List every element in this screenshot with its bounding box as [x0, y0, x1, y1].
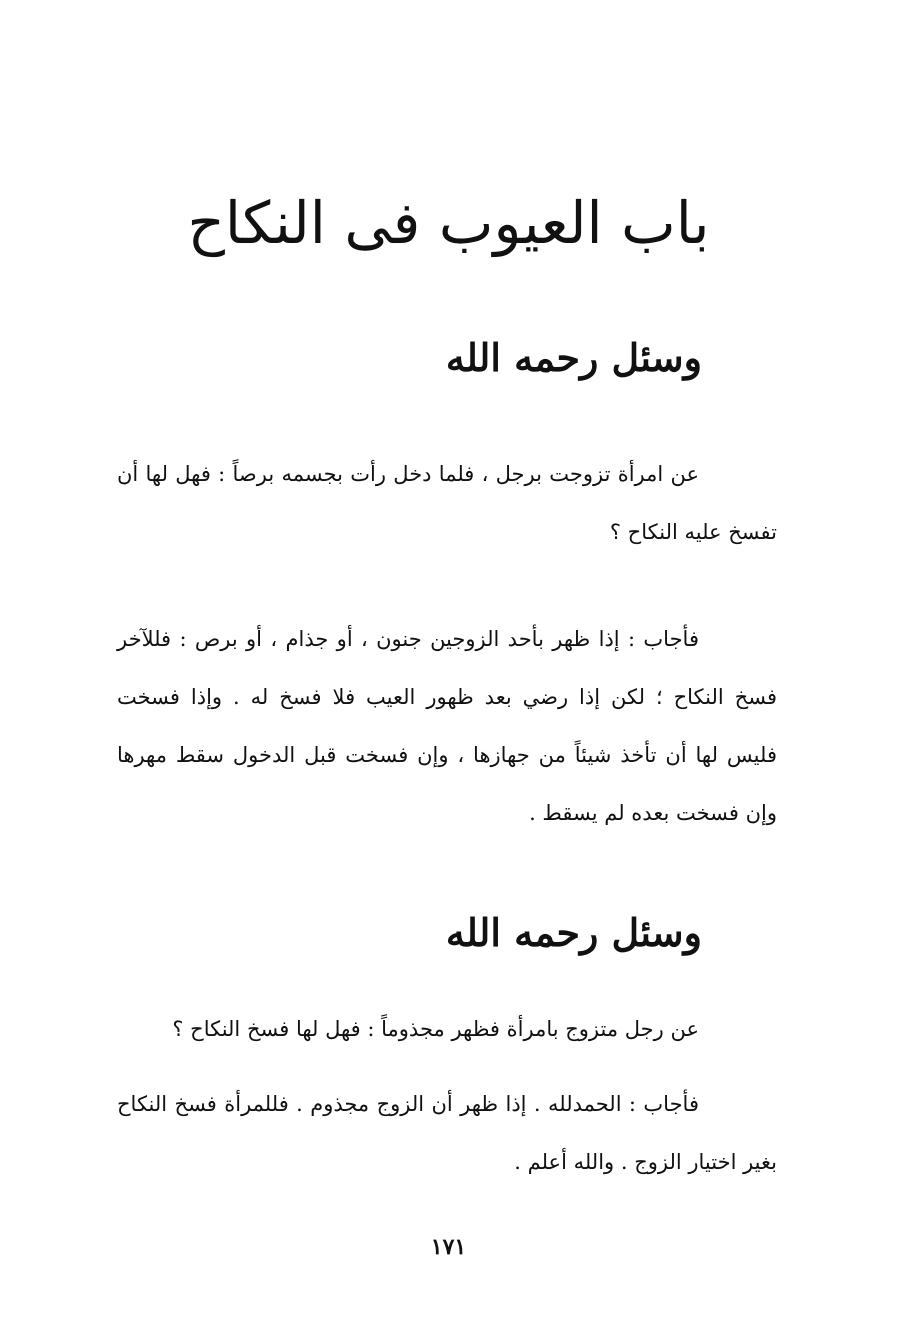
answer-1-line-1: فأجاب : إذا ظهر بأحد الزوجين جنون ، أو جذام ، أو برص : فللآخر	[117, 627, 699, 651]
question-2-line-1: عن رجل متزوج بامرأة فظهر مجذوماً : فهل لها فسخ النكاح ؟	[172, 1017, 699, 1041]
answer-1-line-3: فليس لها أن تأخذ شيئاً من جهازها ، وإن فسخت قبل الدخول سقط مهرها	[117, 743, 777, 767]
section-heading-1: وسئل رحمه الله	[445, 335, 702, 380]
page-number: ١٧١	[430, 1234, 467, 1260]
answer-1-line-2: فسخ النكاح ؛ لكن إذا رضي بعد ظهور العيب فلا فسخ له . وإذا فسخت	[117, 685, 777, 709]
question-paragraph-2	[117, 1000, 777, 1058]
answer-1-line-4: وإن فسخت بعده لم يسقط .	[529, 801, 777, 825]
answer-2-line-2: بغير اختيار الزوج . والله أعلم .	[514, 1150, 777, 1174]
answer-2-line-1: فأجاب : الحمدلله . إذا ظهر أن الزوج مجذوم . فللمرأة فسخ النكاح	[117, 1092, 699, 1116]
question-paragraph-1	[117, 445, 777, 561]
section-heading-2: وسئل رحمه الله	[445, 910, 702, 955]
answer-paragraph-1	[117, 610, 777, 842]
question-1-line-1: عن امرأة تزوجت برجل ، فلما دخل رأت بجسمه برصاً : فهل لها أن	[117, 462, 699, 486]
chapter-title: باب العيوب فى النكاح	[187, 189, 710, 257]
answer-paragraph-2	[117, 1075, 777, 1191]
question-1-line-2: تفسخ عليه النكاح ؟	[609, 520, 777, 544]
